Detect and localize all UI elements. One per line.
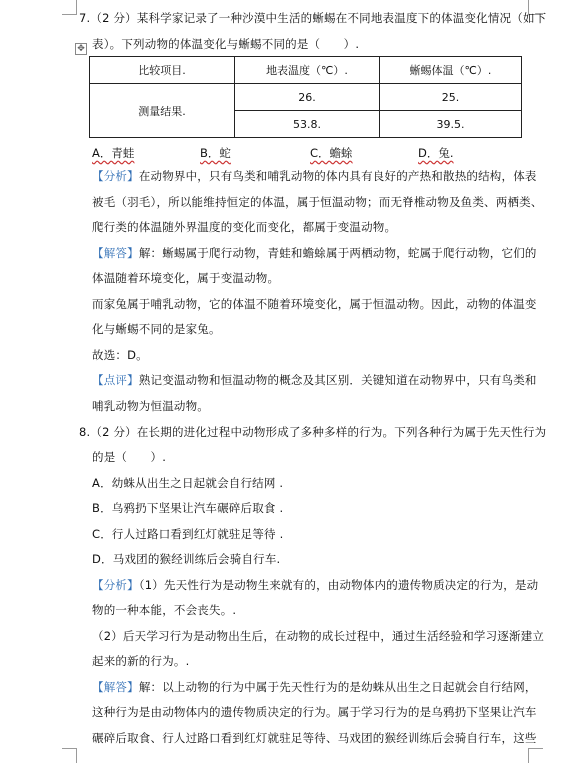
comment-tag: 【点评】 — [92, 373, 139, 387]
q8-answer-line-1: 【解答】解：以上动物的行为中属于先天性行为的是幼蛛从出生之日起就会自行结网， — [92, 680, 537, 694]
page-corner-mark — [62, 0, 77, 15]
q7-stem-line-1: 7.（2 分）某科学家记录了一种沙漠中生活的蜥蜴在不同地表温度下的体温变化情况（如下 — [79, 11, 547, 25]
table-header-cell: 地表温度（℃）. — [235, 57, 380, 84]
q8-stem-line-2: 的是（ ）. — [92, 450, 167, 464]
table-row-label: 测量结果. — [90, 84, 235, 138]
table-cell: 26. — [235, 84, 380, 111]
table-header-cell: 蜥蜴体温（℃）. — [380, 57, 522, 84]
table-cell: 39.5. — [380, 111, 522, 138]
q8-analysis-line-1: 【分析】（1）先天性行为是动物生来就有的，由动物体内的遗传物质决定的行为，是动 — [92, 578, 539, 592]
page-corner-mark — [528, 748, 543, 763]
q7-analysis-line-3: 爬行类的体温随外界温度的变化而变化，都属于变温动物。 — [92, 220, 397, 234]
q8-answer-line-2: 这种行为是由动物体内的遗传物质决定的行为。属于学习行为的是乌鸦扔下坚果让汽车 — [92, 705, 537, 719]
q8-analysis-line-2: 物的一种本能，不会丧失。. — [92, 603, 237, 617]
q8-option-b: B．乌鸦扔下坚果让汽车碾碎后取食 . — [92, 501, 284, 515]
q8-option-c: C．行人过路口看到红灯就驻足等待 . — [92, 527, 284, 541]
q7-answer-line-4: 化与蜥蜴不同的是家兔。 — [92, 322, 221, 336]
q7-option-a: A．青蛙 — [92, 146, 135, 160]
q7-comment-line-1: 【点评】熟记变温动物和恒温动物的概念及其区别．关键知道在动物界中，只有鸟类和 — [92, 373, 537, 387]
q7-stem-line-2: 表）。下列动物的体温变化与蜥蜴不同的是（ ）. — [92, 37, 360, 51]
q7-comment-line-2: 哺乳动物为恒温动物。 — [92, 399, 209, 413]
q8-answer-line-3: 碾碎后取食、行人过路口看到红灯就驻足等待、马戏团的猴经训练后会骑自行车，这些 — [92, 731, 537, 745]
answer-tag: 【解答】 — [92, 246, 139, 260]
analysis-tag: 【分析】 — [92, 578, 139, 592]
q7-answer-line-1: 【解答】解：蜥蜴属于爬行动物，青蛙和蟾蜍属于两栖动物，蛇属于爬行动物，它们的 — [92, 246, 537, 260]
table-cell: 53.8. — [235, 111, 380, 138]
q7-option-c: C．蟾蜍 — [310, 146, 353, 160]
q8-stem-line-1: 8.（2 分）在长期的进化过程中动物形成了多种多样的行为。下列各种行为属于先天性行为 — [79, 425, 547, 439]
q7-answer-line-5: 故选：D。 — [92, 348, 148, 362]
answer-tag: 【解答】 — [92, 680, 139, 694]
q7-comparison-table — [89, 56, 522, 138]
q7-analysis-line-2: 被毛（羽毛），所以能维持恒定的体温，属于恒温动物；而无脊椎动物及鱼类、两栖类、 — [92, 195, 543, 209]
table-move-handle-icon[interactable]: ✥ — [75, 43, 87, 55]
page-corner-mark — [62, 748, 77, 763]
analysis-tag: 【分析】 — [92, 169, 139, 183]
q7-option-d: D．兔. — [418, 146, 454, 160]
q8-option-d: D．马戏团的猴经训练后会骑自行车. — [92, 552, 281, 566]
q8-option-a: A．幼蛛从出生之日起就会自行结网 . — [92, 476, 284, 490]
q8-analysis-line-3: （2）后天学习行为是动物出生后，在动物的成长过程中，通过生活经验和学习逐渐建立 — [92, 629, 545, 643]
q7-analysis-line-1: 【分析】在动物界中，只有鸟类和哺乳动物的体内具有良好的产热和散热的结构，体表 — [92, 169, 537, 183]
table-cell: 25. — [380, 84, 522, 111]
q7-option-b: B．蛇 — [200, 146, 231, 160]
q7-answer-line-2: 体温随着环境变化，属于变温动物。 — [92, 271, 280, 285]
table-header-cell: 比较项目. — [90, 57, 235, 84]
q7-answer-line-3: 而家兔属于哺乳动物，它的体温不随着环境变化，属于恒温动物。因此，动物的体温变 — [92, 297, 537, 311]
q8-analysis-line-4: 起来的新的行为。. — [92, 654, 190, 668]
